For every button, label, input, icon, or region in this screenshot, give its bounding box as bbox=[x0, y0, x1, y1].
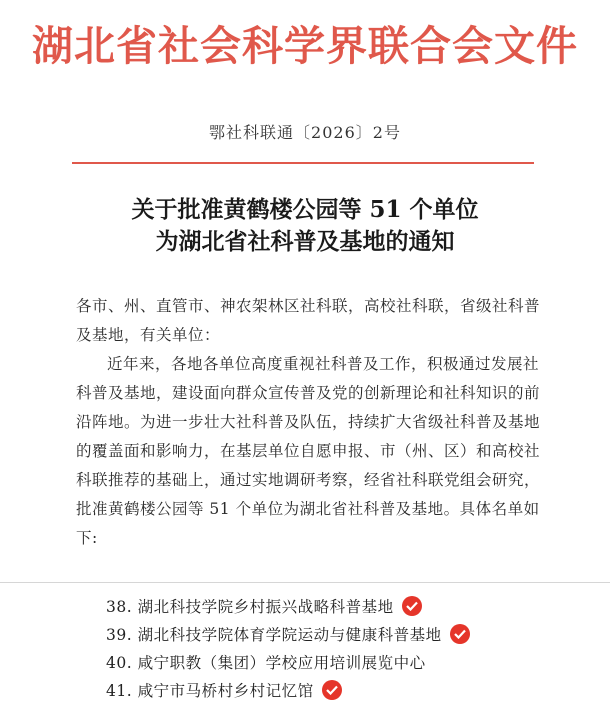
list-item bbox=[106, 592, 586, 620]
section-divider bbox=[0, 582, 610, 583]
check-circle-icon bbox=[322, 680, 342, 700]
check-circle-icon bbox=[402, 596, 422, 616]
list-item bbox=[106, 648, 586, 676]
document-title bbox=[0, 194, 610, 258]
list-item-text: 38. 湖北科技学院乡村振兴战略科普基地 bbox=[106, 598, 394, 616]
document-body bbox=[76, 292, 546, 553]
letterhead: 湖北省社会科学界联合会文件 bbox=[32, 22, 578, 70]
list-item-text: 40. 咸宁职教（集团）学校应用培训展览中心 bbox=[106, 654, 426, 672]
list-item bbox=[106, 620, 586, 648]
check-circle-icon bbox=[450, 624, 470, 644]
body-paragraph: 近年来，各地各单位高度重视社科普及工作，积极通过发展社科普及基地，建设面向群众宣传普及党的创新理论和社科知识的前沿阵地。为进一步壮大社科普及队伍，持续扩大省级社科普及基地的覆盖面和影响力，在基层单位自愿申报、市（州、区）和高校社科联推荐的基础上，通过实地调研考察，经省社科联党组会研究，批准黄鹤楼公园等 51 个单位为湖北省社科普及基地。具体名单如下: bbox=[76, 355, 541, 547]
document-number: 鄂社科联通〔2026〕2号 bbox=[209, 123, 401, 142]
list-item-text: 39. 湖北科技学院体育学院运动与健康科普基地 bbox=[106, 626, 442, 644]
unit-list bbox=[106, 592, 586, 704]
title-line-2: 为湖北省社科普及基地的通知 bbox=[155, 228, 455, 255]
list-item bbox=[106, 676, 586, 704]
salutation: 各市、州、直管市、神农架林区社科联，高校社科联，省级社科普及基地，有关单位： bbox=[76, 297, 541, 344]
red-separator-line bbox=[72, 162, 534, 164]
list-item-text: 41. 咸宁市马桥村乡村记忆馆 bbox=[106, 682, 314, 700]
title-line-1: 关于批准黄鹤楼公园等 51 个单位 bbox=[131, 196, 479, 223]
